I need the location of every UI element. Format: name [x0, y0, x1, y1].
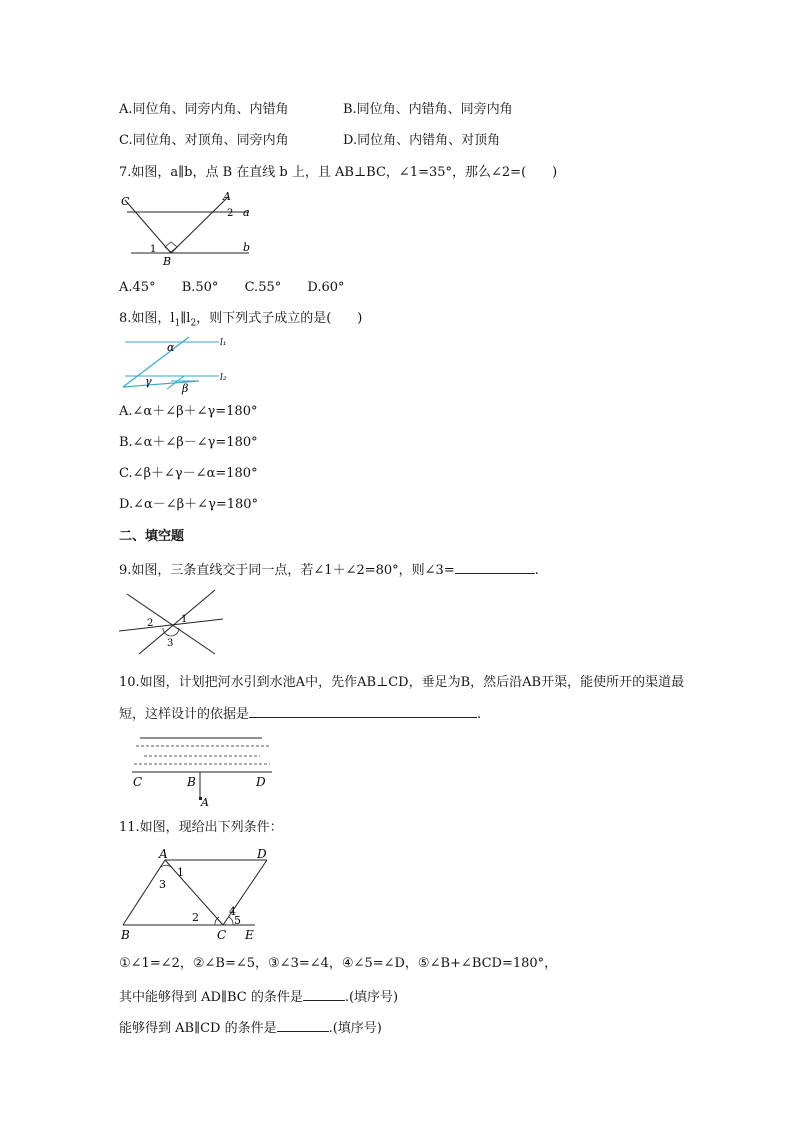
q9-answer-blank[interactable]	[455, 559, 535, 574]
q8-option-d: D.∠α－∠β＋∠γ=180°	[119, 497, 259, 512]
q9-label-2: 2	[147, 618, 154, 629]
q10-line1: 10.如图，计划把河水引到水池A中，先作AB⊥CD，垂足为B，然后沿AB开渠，能使所开的渠道最	[119, 675, 685, 690]
q8-label-l1: l₁	[220, 338, 227, 348]
q8-stem-prefix: 8.如图，l	[119, 311, 175, 326]
q7-label-line-b: b	[243, 241, 251, 254]
q8-option-c: C.∠β＋∠γ－∠α=180°	[119, 466, 258, 481]
q11-answer2-blank[interactable]	[277, 1017, 329, 1032]
section-title: 二、填空题	[119, 529, 185, 544]
q7-label-b-point: B	[163, 255, 172, 268]
q8-stem-mid: ∥l	[180, 311, 191, 326]
q9-figure	[119, 586, 229, 660]
q9-stem-end: .	[534, 563, 539, 578]
q7-label-a-point: A	[223, 190, 231, 203]
q8-stem-sub2: 2	[190, 318, 197, 329]
q11-ask1-end: .(填序号)	[344, 990, 399, 1005]
q8-stem-suffix: ，则下列式子成立的是( )	[196, 311, 363, 326]
q9-label-3: 3	[167, 638, 174, 649]
q11-ask2-text: 能够得到 AB∥CD 的条件是	[119, 1021, 277, 1036]
q10-label-b: B	[187, 775, 196, 789]
q7-options	[119, 278, 367, 298]
q11-ask1	[119, 986, 398, 1008]
q11-conditions: ①∠1=∠2，②∠B=∠5，③∠3=∠4，④∠5=∠D，⑤∠B+∠BCD=180°，	[119, 956, 558, 971]
q11-ask2	[119, 1017, 382, 1039]
q10-label-a: A	[201, 796, 209, 808]
q6-option-a: A.同位角、同旁内角、内错角	[119, 102, 289, 117]
q7-stem: 7.如图，a∥b，点 B 在直线 b 上，且 AB⊥BC，∠1=35°，那么∠2=( )	[119, 165, 558, 180]
q7-label-c: C	[121, 195, 130, 208]
q11-label-e: E	[245, 928, 254, 942]
q10-label-c: C	[133, 775, 143, 789]
q10-line2-end: .	[477, 707, 482, 722]
q8-option-a: A.∠α＋∠β＋∠γ=180°	[119, 404, 258, 419]
q7-label-2: 2	[227, 208, 234, 219]
q6-option-d: D.同位角、内错角、对顶角	[343, 133, 501, 148]
q7-option-a: A.45°	[119, 280, 156, 295]
q8-stem	[119, 309, 362, 334]
q11-label-5: 5	[234, 914, 241, 927]
q9-stem-text: 9.如图，三条直线交于同一点，若∠1＋∠2=80°，则∠3=	[119, 563, 455, 578]
q9-label-1: 1	[181, 614, 188, 625]
q8-label-alpha: α	[167, 341, 175, 354]
q11-label-b: B	[121, 928, 130, 942]
q11-label-4: 4	[229, 905, 236, 918]
q7-label-1: 1	[150, 244, 157, 255]
q8-figure	[119, 335, 239, 395]
q11-stem: 11.如图，现给出下列条件：	[119, 820, 283, 835]
q8-label-gamma: γ	[145, 375, 152, 388]
q6-option-b: B.同位角、内错角、同旁内角	[343, 102, 513, 117]
q11-label-c: C	[217, 928, 227, 942]
q9-stem	[119, 559, 539, 581]
q10-line2	[119, 703, 481, 725]
q11-label-a: A	[159, 847, 168, 861]
q7-figure	[119, 190, 269, 268]
q8-label-beta: β	[182, 382, 189, 395]
q7-label-line-a: a	[243, 206, 250, 219]
q11-ask2-end: .(填序号)	[328, 1021, 382, 1036]
q10-answer-blank[interactable]	[249, 703, 477, 718]
q11-figure	[115, 845, 275, 945]
q11-label-1: 1	[177, 866, 184, 879]
q11-label-3: 3	[159, 878, 166, 891]
q7-option-c: C.55°	[244, 280, 282, 295]
q8-option-b: B.∠α＋∠β－∠γ=180°	[119, 435, 258, 450]
q11-ask1-text: 其中能够得到 AD∥BC 的条件是	[119, 990, 303, 1005]
q10-figure	[130, 734, 280, 808]
q8-label-l2: l₂	[220, 373, 227, 383]
q11-answer1-blank[interactable]	[303, 986, 345, 1001]
q10-line2-text: 短，这样设计的依据是	[119, 707, 250, 722]
q10-label-d: D	[256, 775, 266, 789]
q6-option-c: C.同位角、对顶角、同旁内角	[119, 133, 289, 148]
q8-stem-sub1: 1	[174, 318, 181, 329]
q7-option-d: D.60°	[307, 280, 345, 295]
q7-option-b: B.50°	[181, 280, 219, 295]
q11-label-2: 2	[192, 911, 199, 924]
q11-label-d: D	[257, 847, 267, 861]
